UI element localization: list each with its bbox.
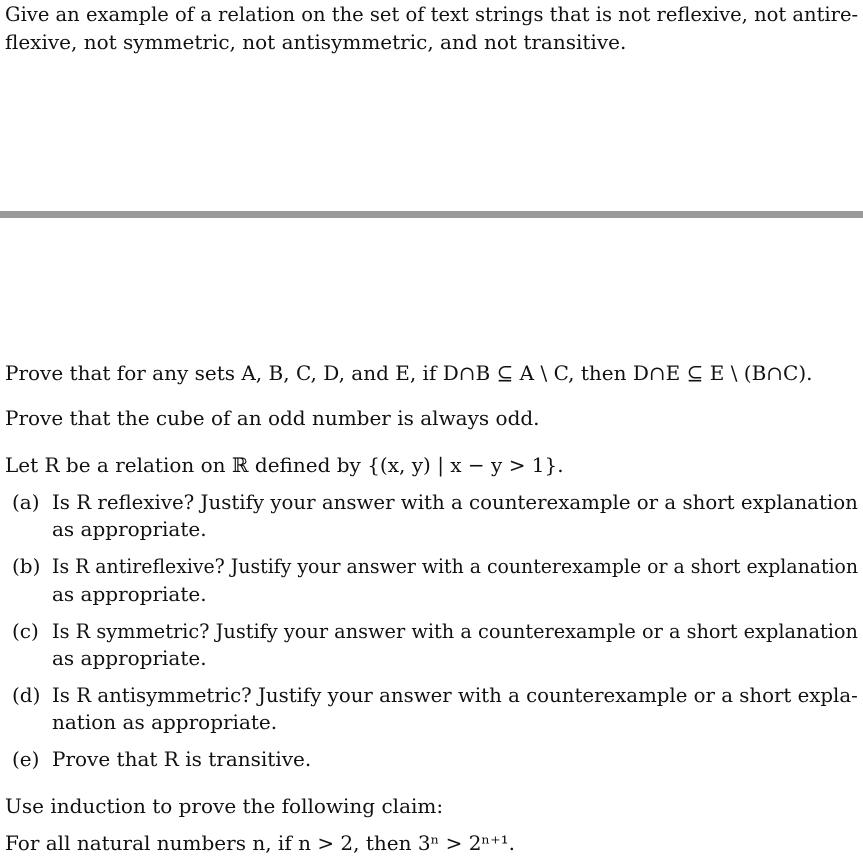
section-divider	[0, 211, 863, 218]
part-b-line-2: as appropriate.	[52, 582, 207, 606]
part-b-label: (b)	[12, 554, 41, 578]
problem-relation-r-intro: Let R be a relation on ℝ defined by {(x, y) | x − y > 1}.	[5, 453, 564, 477]
part-d-line-1: Is R antisymmetric? Justify your answer with a counterexample or a short expla-	[52, 683, 858, 707]
part-e-line-1: Prove that R is transitive.	[52, 747, 312, 771]
part-a-label: (a)	[12, 490, 40, 514]
part-c-label: (c)	[12, 619, 39, 643]
part-a-line-2: as appropriate.	[52, 517, 207, 541]
problem-induction-claim: For all natural numbers n, if n > 2, then 3ⁿ > 2ⁿ⁺¹.	[5, 831, 516, 855]
problem-relation-line-1: Give an example of a relation on the set of text strings that is not reflexive, not antire-	[5, 2, 859, 26]
problem-sets-text: Prove that for any sets A, B, C, D, and E, if D∩B ⊆ A \ C, then D∩E ⊆ E \ (B∩C).	[5, 361, 813, 385]
part-c-line-2: as appropriate.	[52, 646, 207, 670]
part-e-label: (e)	[12, 747, 40, 771]
part-d-label: (d)	[12, 683, 41, 707]
part-d-line-2: nation as appropriate.	[52, 710, 278, 734]
part-a-line-1: Is R reflexive? Justify your answer with a counterexample or a short explanation	[52, 490, 858, 514]
problem-relation-line-2: flexive, not symmetric, not antisymmetric, and not transitive.	[5, 30, 627, 54]
part-b-line-1: Is R antireflexive? Justify your answer with a counterexample or a short explanation	[52, 554, 859, 578]
problem-cube-text: Prove that the cube of an odd number is always odd.	[5, 406, 540, 430]
part-c-line-1: Is R symmetric? Justify your answer with a counterexample or a short explanation	[52, 619, 858, 643]
problem-induction-intro: Use induction to prove the following claim:	[5, 794, 444, 818]
